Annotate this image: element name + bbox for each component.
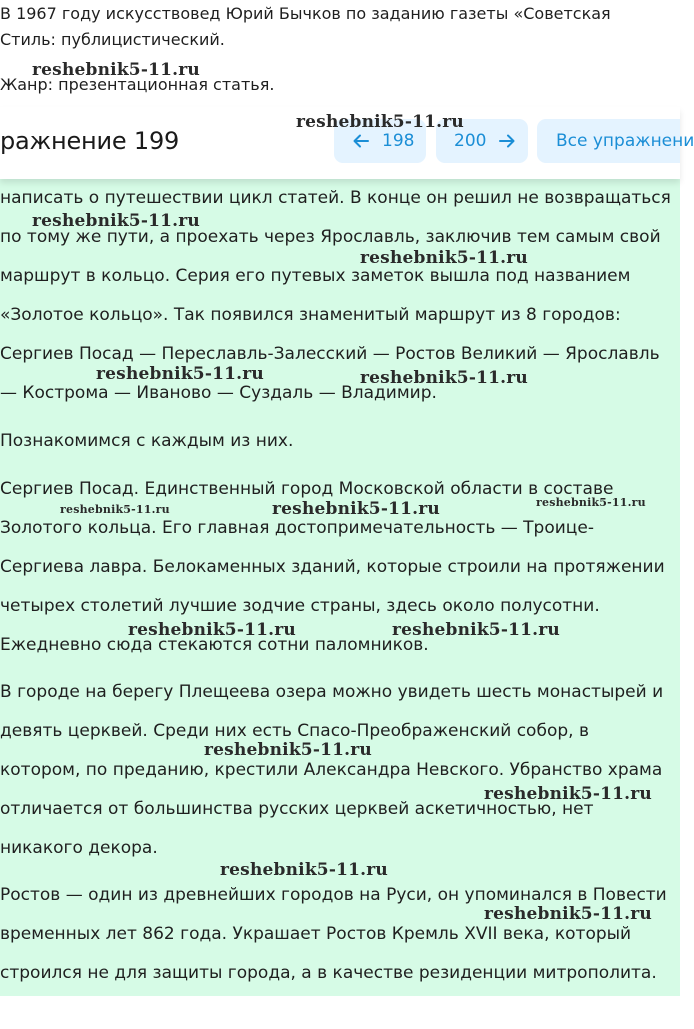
text-line: маршрут в кольцо. Серия его путевых заметок вышла под названием <box>0 266 631 286</box>
text-line: временных лет 862 года. Украшает Ростов Кремль XVII века, который <box>0 924 632 944</box>
watermark: reshebnik5-11.ru <box>484 784 652 804</box>
watermark: reshebnik5-11.ru <box>204 740 372 760</box>
clipped-paragraph-top <box>0 0 680 22</box>
all-exercises-label: Все упражнени <box>556 131 694 151</box>
text-line: Сергиева лавра. Белокаменных зданий, которые строили на протяжении <box>0 557 665 577</box>
text-line: Ежедневно сюда стекаются сотни паломников. <box>0 635 429 655</box>
text-line: «Золотое кольцо». Так появился знаменитый маршрут из 8 городов: <box>0 305 621 325</box>
watermark: reshebnik5-11.ru <box>32 211 200 231</box>
text-line: Познакомимся с каждым из них. <box>0 431 294 451</box>
text-line: по тому же пути, а проехать через Ярославль, заключив тем самым свой <box>0 227 661 247</box>
watermark: reshebnik5-11.ru <box>536 496 646 509</box>
watermark: reshebnik5-11.ru <box>484 904 652 924</box>
watermark: reshebnik5-11.ru <box>220 860 388 880</box>
all-exercises-button[interactable] <box>537 119 694 163</box>
text-line: Ростов — один из древнейших городов на Руси, он упоминался в Повести <box>0 885 667 905</box>
exercise-title: ражнение 199 <box>0 127 180 155</box>
paragraph <box>0 876 690 993</box>
watermark: reshebnik5-11.ru <box>360 248 528 268</box>
watermark: reshebnik5-11.ru <box>96 364 264 384</box>
watermark: reshebnik5-11.ru <box>128 620 296 640</box>
watermark: reshebnik5-11.ru <box>360 368 528 388</box>
watermark: reshebnik5-11.ru <box>392 620 560 640</box>
text-line: написать о путешествии цикл статей. В конце он решил не возвращаться <box>0 188 671 208</box>
text-line: Золотого кольца. Его главная достопримечательность — Троице- <box>0 518 594 538</box>
arrow-left-icon <box>352 132 370 150</box>
watermark: reshebnik5-11.ru <box>296 112 464 132</box>
text-line: отличается от большинства русских церквей аскетичностью, нет <box>0 799 594 819</box>
text-line: строился не для защиты города, а в качестве резиденции митрополита. <box>0 963 657 983</box>
style-label: Стиль: публицистический. <box>0 30 225 49</box>
paragraph <box>0 673 690 868</box>
text-line: котором, по преданию, крестили Александра Невского. Убранство храма <box>0 760 663 780</box>
text-line: Сергиев Посад. Единственный город Московской области в составе <box>0 479 614 499</box>
text-line: четырех столетий лучшие зодчие страны, здесь около полусотни. <box>0 596 600 616</box>
prev-exercise-label: 198 <box>382 131 415 151</box>
watermark: reshebnik5-11.ru <box>272 499 440 519</box>
watermark: reshebnik5-11.ru <box>32 60 200 80</box>
clipped-paragraph-text: В 1967 году искусствовед Юрий Бычков по заданию газеты «Советская <box>0 4 611 23</box>
paragraph <box>0 422 690 461</box>
text-line: В городе на берегу Плещеева озера можно увидеть шесть монастырей и <box>0 682 664 702</box>
arrow-right-icon <box>498 132 516 150</box>
text-line: Сергиев Посад — Переславль-Залесский — Ростов Великий — Ярославль <box>0 344 660 364</box>
watermark: reshebnik5-11.ru <box>60 503 170 516</box>
text-line: никакого декора. <box>0 838 158 858</box>
next-exercise-label: 200 <box>454 131 487 151</box>
text-line: — Кострома — Иваново — Суздаль — Владимир. <box>0 383 437 403</box>
text-line: девять церквей. Среди них есть Спасо-Преображенский собор, в <box>0 721 589 741</box>
genre-label: Жанр: презентационная статья. <box>0 75 275 94</box>
